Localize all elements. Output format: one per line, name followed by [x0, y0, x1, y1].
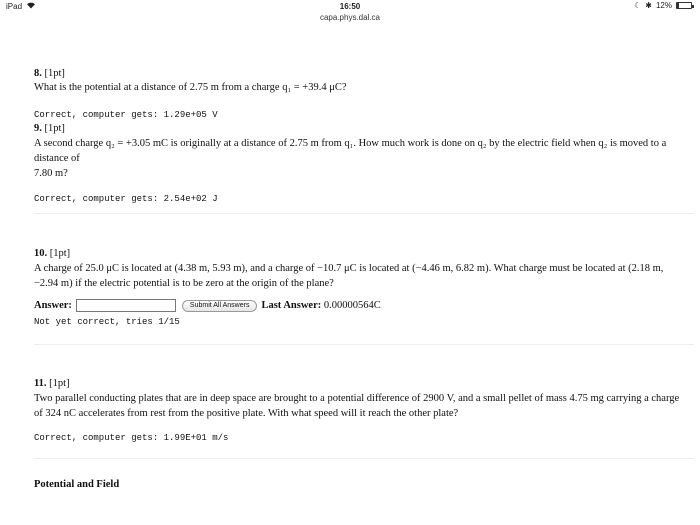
clock: 16:50 [339, 2, 361, 11]
question-points: [1pt] [44, 68, 65, 79]
answer-input[interactable] [76, 299, 176, 312]
moon-icon: ☾ [634, 1, 642, 10]
question-8 [34, 67, 684, 120]
question-text: Two parallel conducting plates that are in deep space are brought to a potential difference of 2900 V, and a small pellet of mass 4.75 mg carrying a charge of 324 nC accelerates from rest from the positive plate. With what speed will it reach the other plate? [34, 393, 680, 419]
divider [34, 213, 694, 214]
device-name: iPad [6, 2, 23, 11]
last-answer [261, 300, 380, 311]
question-9 [34, 122, 684, 204]
last-answer-value: 0.00000564C [323, 300, 381, 311]
url-bar[interactable]: capa.phys.dal.ca [319, 13, 381, 22]
question-number: 10. [34, 248, 48, 259]
ios-status-bar [0, 0, 700, 12]
question-number: 8. [34, 68, 42, 79]
question-text: A second charge q₂ = +3.05 mC is originally at a distance of 2.75 m from q₁. How much work is done on q₂ by the electric field when q₂ is moved to a distance of [34, 138, 667, 164]
answer-row [34, 299, 684, 312]
divider [34, 458, 694, 459]
last-answer-label: Last Answer: [261, 300, 322, 311]
divider [34, 344, 694, 345]
status-right [634, 1, 692, 10]
question-result: Correct, computer gets: 2.54e+02 J [34, 194, 218, 204]
question-result: Not yet correct, tries 1/15 [34, 317, 180, 327]
question-points: [1pt] [49, 378, 70, 389]
submit-all-answers-button[interactable]: Submit All Answers [182, 300, 258, 312]
question-result: Correct, computer gets: 1.29e+05 V [34, 110, 218, 120]
question-11 [34, 377, 684, 443]
battery-icon [676, 2, 692, 9]
question-result: Correct, computer gets: 1.99E+01 m/s [34, 433, 229, 443]
section-title: Potential and Field [34, 479, 120, 490]
question-number: 11. [34, 378, 47, 389]
battery-fill [677, 3, 679, 8]
question-number: 9. [34, 123, 42, 134]
question-text: What is the potential at a distance of 2.75 m from a charge q₁ = +39.4 μC? [34, 82, 347, 93]
battery-percent: 12% [655, 1, 672, 10]
question-10 [34, 247, 684, 327]
question-text: A charge of 25.0 μC is located at (4.38 m, 5.93 m), and a charge of −10.7 μC is located at (−4.46 m, 6.82 m). What charge must be located at (2.18 m, −2.94 m) if the electric potential is to be zero at the origin of the plane? [34, 263, 664, 289]
bluetooth-icon: ✱ [645, 1, 652, 10]
question-points: [1pt] [44, 123, 65, 134]
question-points: [1pt] [49, 248, 71, 259]
answer-label: Answer: [34, 300, 72, 311]
question-text-continued: 7.80 m? [34, 168, 68, 179]
